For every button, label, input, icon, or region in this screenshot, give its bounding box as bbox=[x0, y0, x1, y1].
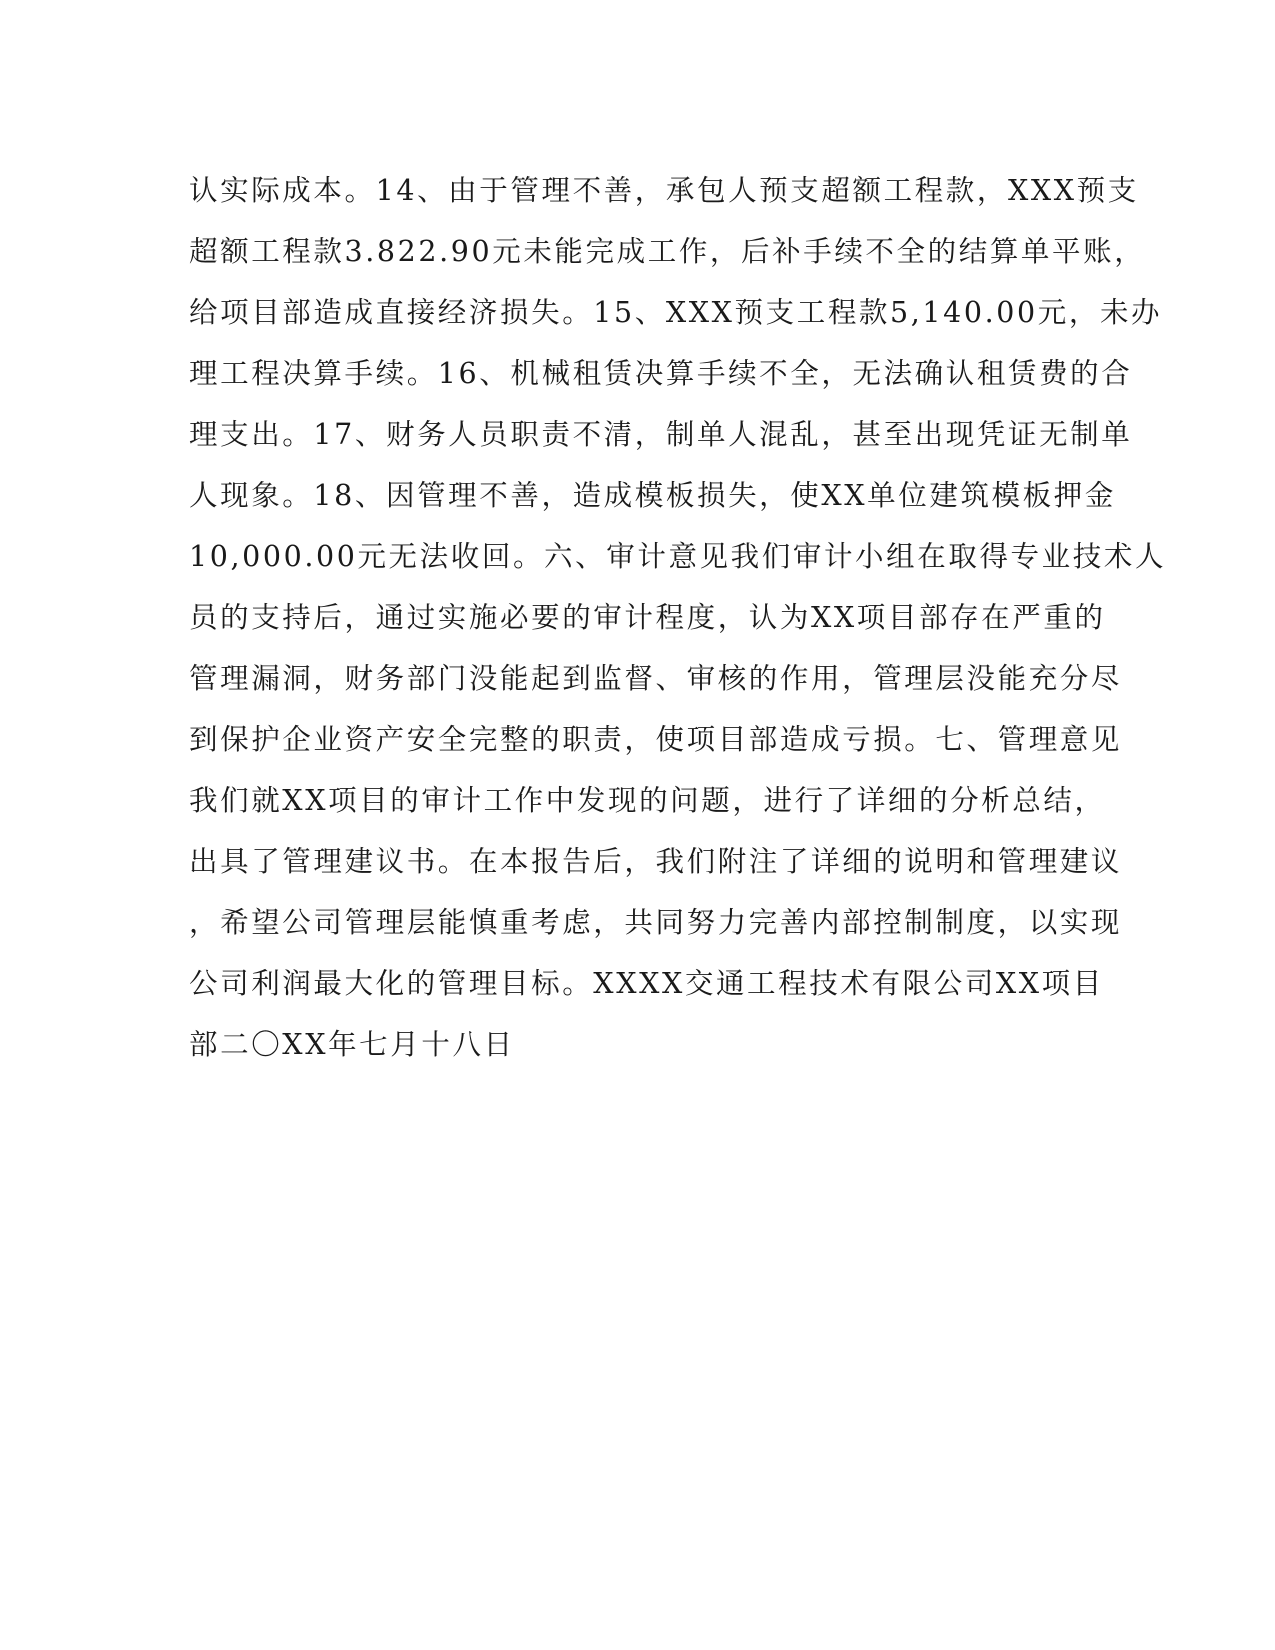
text-line: 理工程决算手续。16、机械租赁决算手续不全，无法确认租赁费的合 bbox=[189, 357, 1133, 390]
body-text bbox=[189, 160, 1167, 1075]
text-line: 理支出。17、财务人员职责不清，制单人混乱，甚至出现凭证无制单 bbox=[189, 418, 1133, 451]
text-line: 我们就XX项目的审计工作中发现的问题，进行了详细的分析总结， bbox=[189, 784, 1106, 817]
text-line: 10,000.00元无法收回。六、审计意见我们审计小组在取得专业技术人 bbox=[189, 540, 1167, 573]
text-line: ，希望公司管理层能慎重考虑，共同努力完善内部控制制度，以实现 bbox=[189, 906, 1123, 939]
text-line: 认实际成本。14、由于管理不善，承包人预支超额工程款，XXX预支 bbox=[189, 174, 1139, 207]
text-line: 到保护企业资产安全完整的职责，使项目部造成亏损。七、管理意见 bbox=[189, 723, 1123, 756]
text-line: 部二〇XX年七月十八日 bbox=[189, 1028, 515, 1061]
text-line: 员的支持后，通过实施必要的审计程度，认为XX项目部存在严重的 bbox=[189, 601, 1106, 634]
text-line: 超额工程款3.822.90元未能完成工作，后补手续不全的结算单平账， bbox=[189, 235, 1146, 268]
text-line: 给项目部造成直接经济损失。15、XXX预支工程款5,140.00元，未办 bbox=[189, 296, 1163, 329]
text-line: 人现象。18、因管理不善，造成模板损失，使XX单位建筑模板押金 bbox=[189, 479, 1116, 512]
text-line: 出具了管理建议书。在本报告后，我们附注了详细的说明和管理建议 bbox=[189, 845, 1123, 878]
text-line: 公司利润最大化的管理目标。XXXX交通工程技术有限公司XX项目 bbox=[189, 967, 1104, 1000]
text-line: 管理漏洞，财务部门没能起到监督、审核的作用，管理层没能充分尽 bbox=[189, 662, 1123, 695]
